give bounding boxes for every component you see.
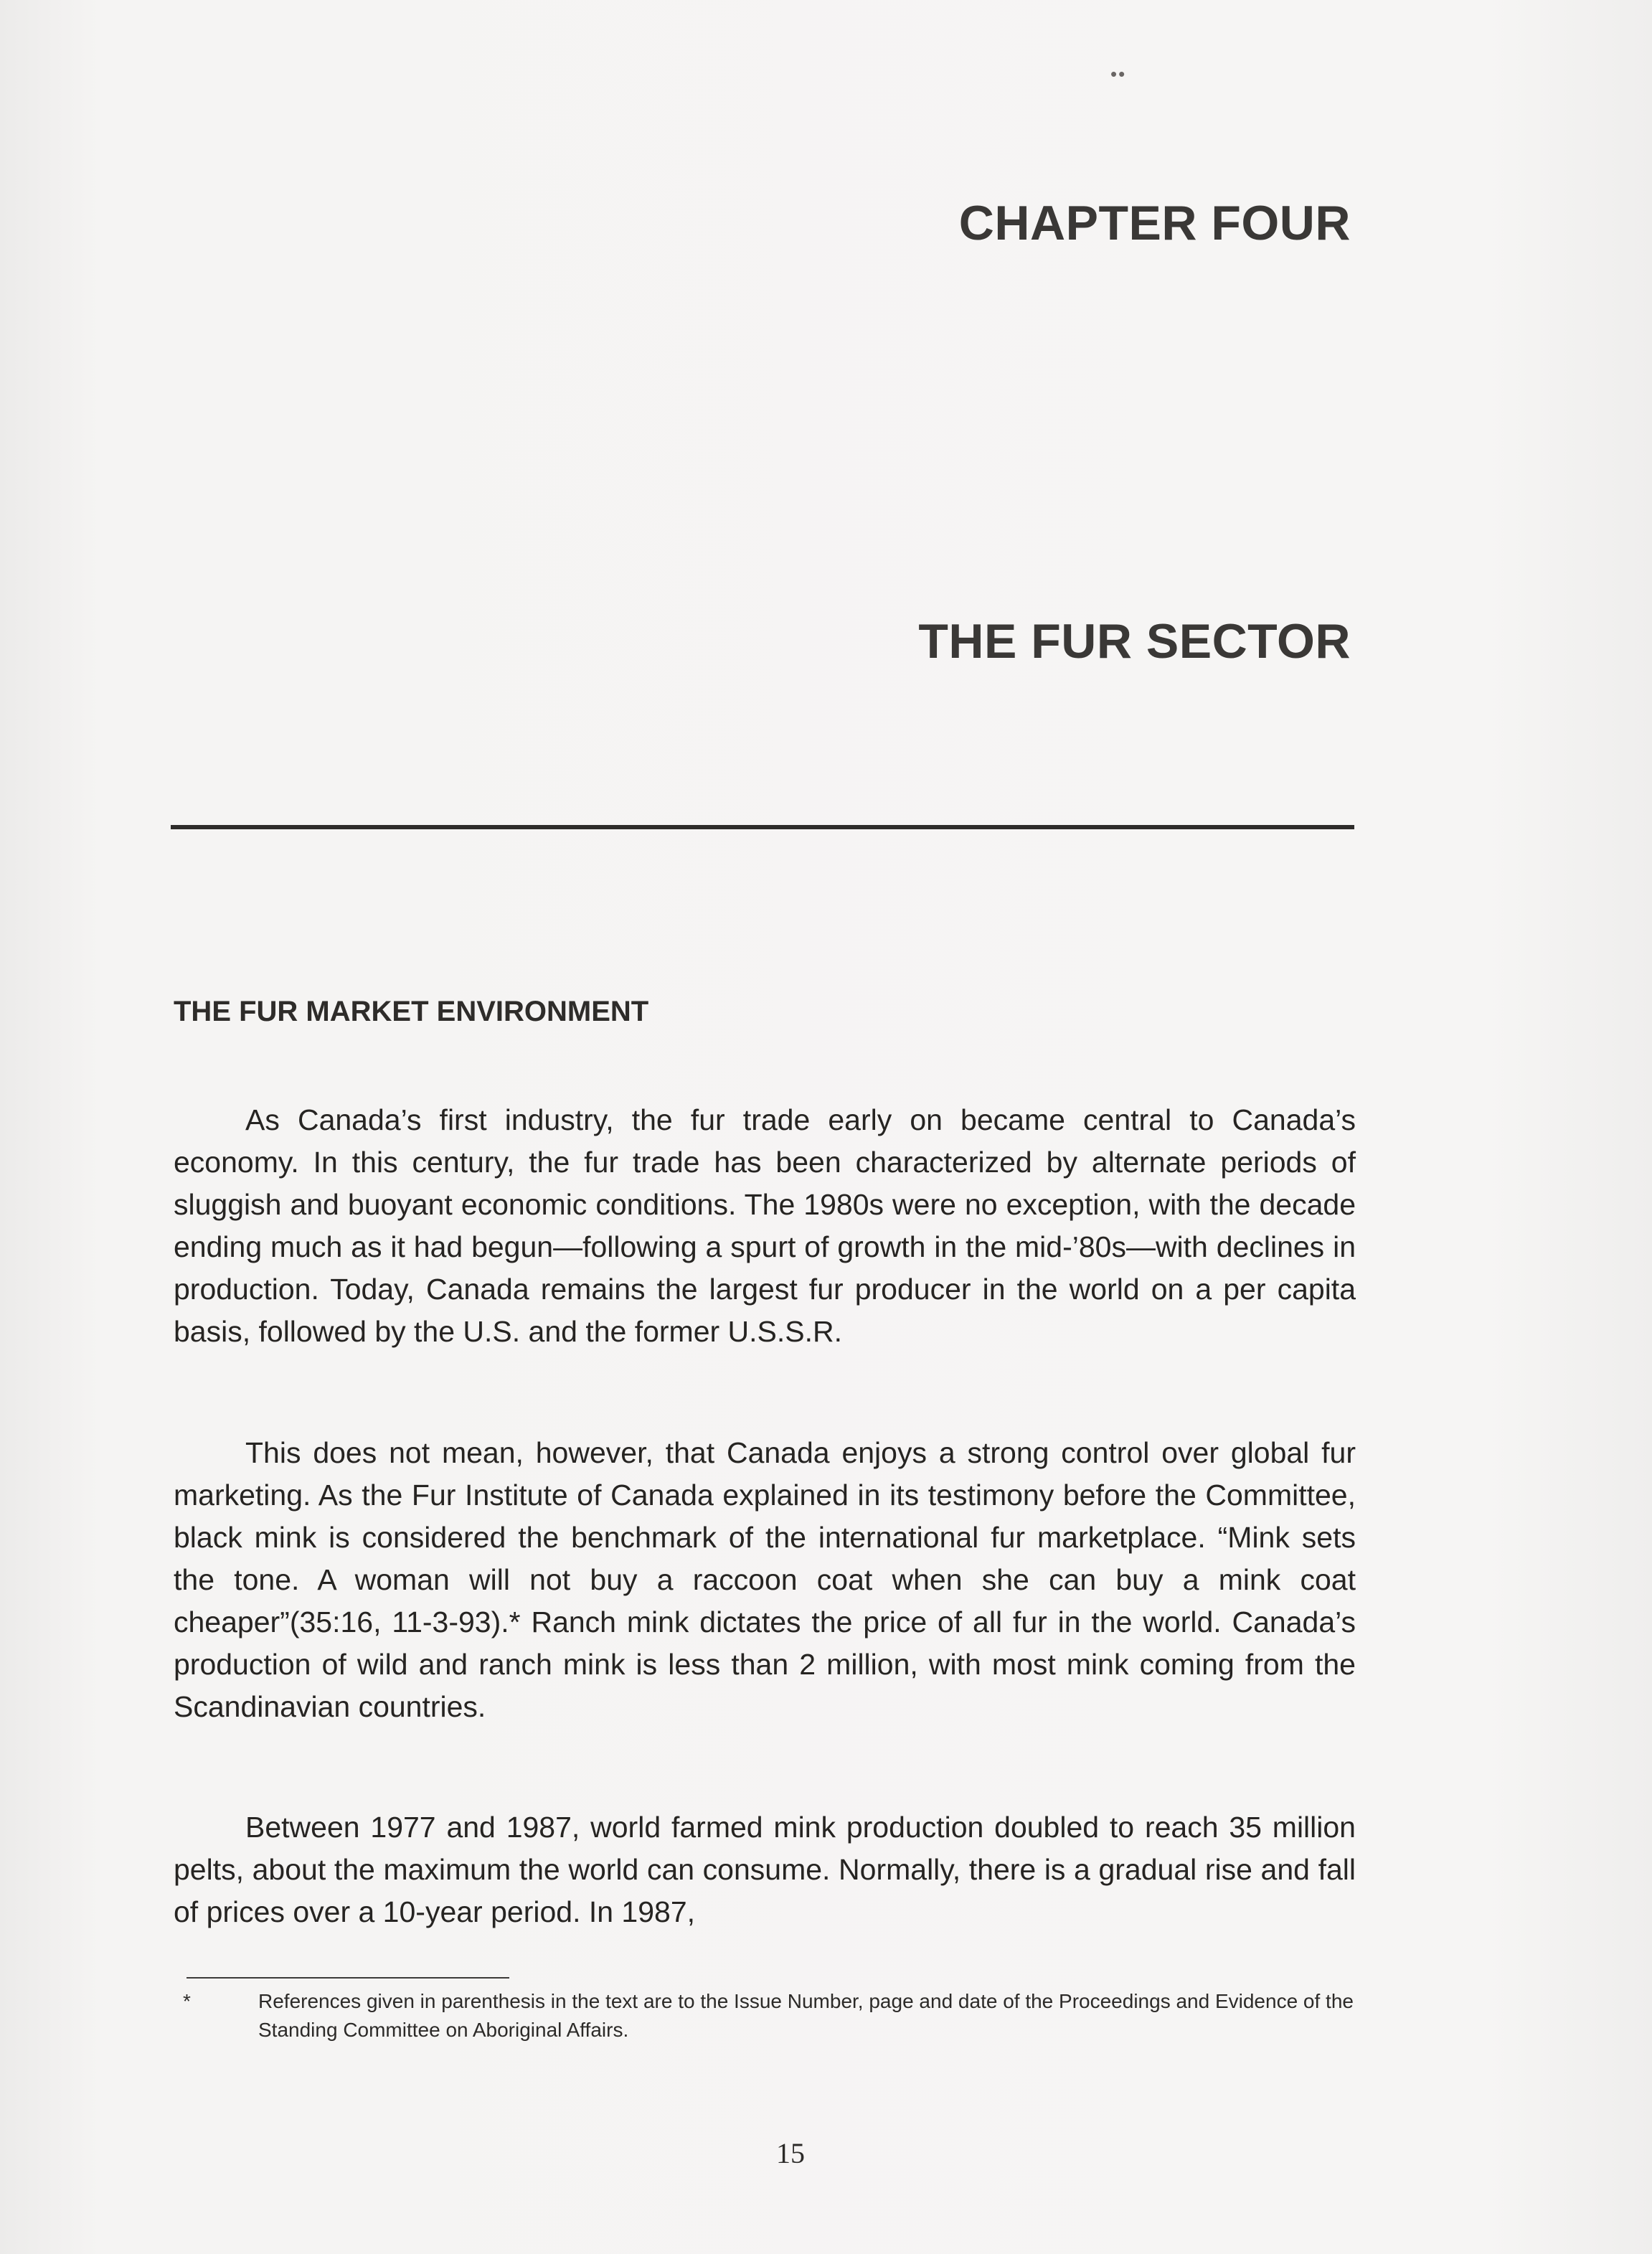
chapter-divider: [171, 825, 1354, 829]
chapter-label: CHAPTER FOUR: [958, 196, 1351, 250]
paragraph-text: This does not mean, however, that Canada enjoys a strong control over global fur marketing. As the Fur Institute of Canada explained in its testimony before the Committee, black mink is considered the benchmark of the international fur marketplace. “Mink sets the tone. A woman will not buy a raccoon coat when she can buy a mink coat cheaper”(35:16, 11-3-93).* Ranch mink dictates the price of all fur in the world. Canada’s production of wild and ranch mink is less than 2 million, with most mink coming from the Scandinavian countries.: [174, 1436, 1356, 1723]
paragraph-text: Between 1977 and 1987, world farmed mink production doubled to reach 35 million pelts, about the maximum the world can consume. Normally, there is a gradual rise and fall of prices over a 10-year period. In 1987,: [174, 1811, 1356, 1928]
section-heading: THE FUR MARKET ENVIRONMENT: [174, 996, 649, 1027]
footnote-text: References given in parenthesis in the text are to the Issue Number, page and date of the Proceedings and Evidence of the Standing Committee on Aboriginal Affairs.: [258, 1990, 1354, 2041]
paragraph-text: As Canada’s first industry, the fur trade early on became central to Canada’s economy. In this century, the fur trade has been characterized by alternate periods of sluggish and buoyant economic conditions. The 1980s were no exception, with the decade ending much as it had begun—following a spurt of growth in the mid-’80s—with declines in production. Today, Canada remains the largest fur producer in the world on a per capita basis, followed by the U.S. and the former U.S.S.R.: [174, 1103, 1356, 1348]
footnote-marker: *: [183, 1990, 191, 2012]
stray-mark: ••: [1110, 63, 1127, 85]
body-paragraph-3: [174, 1806, 1356, 1933]
chapter-title: THE FUR SECTOR: [918, 614, 1351, 669]
page-number: 15: [776, 2137, 805, 2169]
body-paragraph-2: [174, 1432, 1356, 1728]
body-paragraph-1: [174, 1099, 1356, 1353]
footnote-divider: [187, 1977, 509, 1979]
footnote: [183, 1987, 1359, 2045]
